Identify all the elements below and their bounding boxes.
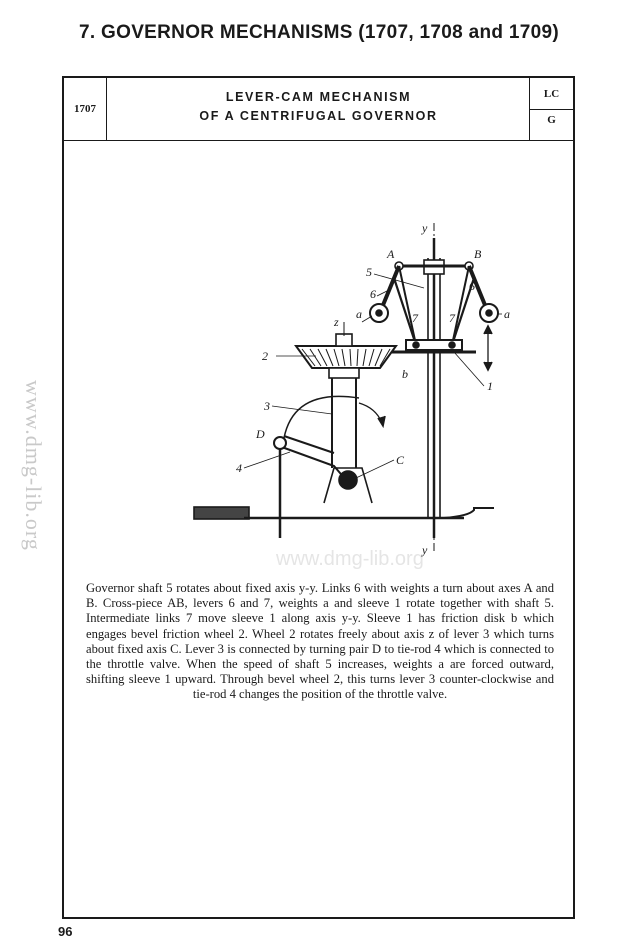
label-B: B [474, 247, 482, 261]
sleeve-arrow-head-up [484, 326, 492, 334]
label-D: D [256, 427, 265, 441]
base-block [194, 507, 249, 519]
sleeve-pivot-left [413, 342, 419, 348]
label-7-right: 7 [449, 311, 455, 325]
label-3: 3 [264, 399, 270, 413]
card-number: 1707 [64, 78, 107, 140]
label-5: 5 [366, 265, 372, 279]
label-A: A [387, 247, 395, 261]
card-code [529, 78, 573, 140]
label-C: C [396, 453, 405, 467]
lever-3-column [332, 368, 356, 468]
label-7-left: 7 [412, 311, 418, 325]
label-2: 2 [262, 349, 268, 363]
card-header [64, 78, 573, 141]
label-y-bottom: y [422, 543, 428, 557]
page-number: 96 [58, 924, 73, 939]
watermark-side: www.dmg-lib.org [21, 380, 46, 551]
weight-a-right-center [486, 310, 492, 316]
lever-sector [284, 396, 359, 438]
sleeve-arrow-head-down [484, 362, 492, 370]
link-5-right [452, 266, 469, 345]
card-code-top: LC [543, 88, 560, 100]
label-y-top: y [422, 221, 428, 235]
watermark-center: www.dmg-lib.org [276, 548, 424, 570]
card-title-line2: OF A CENTRIFUGAL GOVERNOR [199, 109, 438, 123]
card-code-bottom: G [547, 114, 556, 126]
link-5-left [399, 266, 416, 345]
label-b: b [402, 367, 408, 381]
pair-D [274, 437, 286, 449]
label-a-left: a [356, 307, 362, 321]
mechanism-figure [184, 218, 514, 558]
weight-a-left-center [376, 310, 382, 316]
description-text: Governor shaft 5 rotates about fixed axis y-y. Links 6 with weights a turn about axes A and B. Cross-piece AB, levers 6 and 7, weights a and sleeve 1 rotate together with shaft 5. Intermediate links 7 move sleeve 1 along axis y-y. Sleeve 1 has friction disk b which engages bevel friction wheel 2. Wheel 2 rotates freely about axis z of lever 3 which turns about fixed axis C. Lever 3 is connected by turning pair D to tie-rod 4 which is connected to the throttle valve. When the speed of shaft 5 increases, weights a are forced outward, shifting sleeve 1 upward. Through bevel wheel 2, this turns lever 3 counter-clockwise and tie-rod 4 changes the position of the throttle valve. [86, 581, 554, 702]
mechanism-card [62, 76, 575, 919]
label-a-right: a [504, 307, 510, 321]
lever-arm [279, 436, 346, 480]
card-code-divider [530, 109, 573, 110]
label-4: 4 [236, 461, 242, 475]
column-collar [329, 368, 359, 378]
label-6-left: 6 [370, 287, 376, 301]
section-title: 7. GOVERNOR MECHANISMS (1707, 1708 and 1709) [79, 22, 559, 43]
card-title [107, 88, 530, 126]
sleeve-pivot-right [449, 342, 455, 348]
card-title-line1: LEVER-CAM MECHANISM [225, 90, 412, 104]
label-z: z [334, 315, 339, 329]
label-1: 1 [487, 379, 493, 393]
label-6-right: 6 [469, 279, 475, 293]
